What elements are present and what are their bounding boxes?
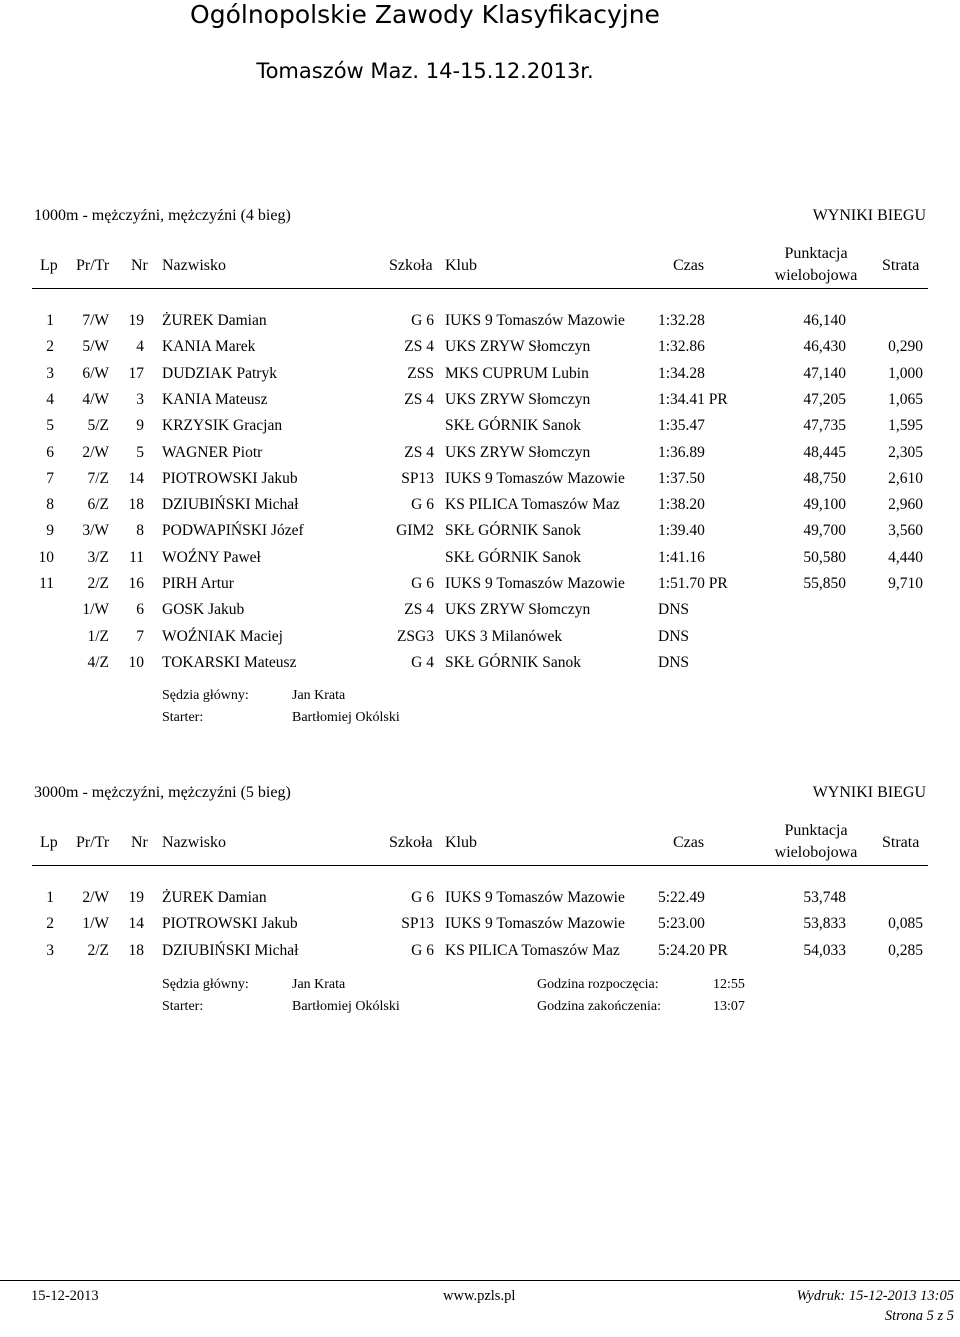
cell-loss: 1,000 xyxy=(888,364,923,382)
table-row xyxy=(0,574,960,600)
event-title: 1000m - mężczyźni, mężczyźni (4 bieg) xyxy=(34,207,291,224)
cell-nr: 16 xyxy=(128,575,144,592)
cell-points: 47,205 xyxy=(803,390,846,408)
cell-time: 1:39.40 xyxy=(658,522,705,540)
cell-name: PIOTROWSKI Jakub xyxy=(162,469,298,487)
cell-name: DUDZIAK Patryk xyxy=(162,364,277,382)
cell-name: WOŹNIAK Maciej xyxy=(162,627,283,645)
col-club: Klub xyxy=(445,257,477,274)
cell-name: KANIA Mateusz xyxy=(162,390,268,408)
cell-loss: 9,710 xyxy=(888,575,923,592)
cell-lp: 2 xyxy=(46,915,54,933)
cell-points: 49,100 xyxy=(803,496,846,514)
cell-school: SP13 xyxy=(401,469,434,487)
cell-name: PIOTROWSKI Jakub xyxy=(162,915,298,933)
cell-nr: 14 xyxy=(128,469,144,487)
cell-points: 50,580 xyxy=(803,548,846,566)
cell-school: ZS 4 xyxy=(404,390,434,408)
cell-nr: 19 xyxy=(128,889,144,906)
cell-lp: 4 xyxy=(46,390,54,408)
cell-loss: 2,610 xyxy=(888,469,923,487)
table-row xyxy=(0,416,960,442)
cell-lp: 5 xyxy=(46,417,54,435)
starter-name: Bartłomiej Okólski xyxy=(292,710,400,725)
header-rule xyxy=(32,288,928,289)
starter-label: Starter: xyxy=(162,999,204,1014)
cell-prtr: 2/W xyxy=(82,889,109,906)
judge-name: Jan Krata xyxy=(292,688,346,703)
cell-club: UKS 3 Milanówek xyxy=(445,627,563,645)
judge-label: Sędzia główny: xyxy=(162,977,249,992)
table-row xyxy=(0,495,960,521)
col-time: Czas xyxy=(673,834,705,851)
cell-school: ZSG3 xyxy=(396,627,434,645)
cell-prtr: 4/W xyxy=(82,390,109,408)
cell-time: 5:23.00 xyxy=(658,915,705,933)
cell-time: 5:24.20 PR xyxy=(658,941,728,959)
cell-name: DZIUBIŃSKI Michał xyxy=(162,941,299,959)
cell-name: KRZYSIK Gracjan xyxy=(162,417,283,435)
col-points-line1: Punktacja xyxy=(784,822,848,839)
cell-school: G 6 xyxy=(411,889,434,906)
cell-nr: 18 xyxy=(128,496,144,514)
cell-name: PODWAPIŃSKI Józef xyxy=(162,522,304,540)
cell-name: WOŹNY Paweł xyxy=(162,548,261,566)
cell-time: 1:32.86 xyxy=(658,338,705,356)
table-header xyxy=(0,820,960,866)
cell-prtr: 4/Z xyxy=(87,653,109,671)
col-points xyxy=(766,243,866,287)
cell-school: G 6 xyxy=(411,575,434,592)
cell-nr: 4 xyxy=(136,338,144,356)
cell-club: SKŁ GÓRNIK Sanok xyxy=(445,653,582,671)
starter-name: Bartłomiej Okólski xyxy=(292,999,400,1014)
col-prtr: Pr/Tr xyxy=(76,834,110,851)
cell-time: 1:32.28 xyxy=(658,312,705,329)
cell-prtr: 3/W xyxy=(82,522,109,540)
cell-nr: 10 xyxy=(128,653,144,671)
table-row xyxy=(0,941,960,967)
table-row xyxy=(0,653,960,679)
cell-nr: 3 xyxy=(136,390,144,408)
table-row xyxy=(0,390,960,416)
cell-club: KS PILICA Tomaszów Maz xyxy=(445,496,620,514)
cell-lp: 3 xyxy=(46,941,54,959)
footer-rule xyxy=(0,1280,960,1281)
cell-points: 47,735 xyxy=(803,417,846,435)
cell-points: 53,833 xyxy=(803,915,846,933)
cell-time: 1:35.47 xyxy=(658,417,705,435)
cell-prtr: 7/W xyxy=(82,312,109,329)
cell-loss: 0,285 xyxy=(888,941,923,959)
cell-club: UKS ZRYW Słomczyn xyxy=(445,390,591,408)
cell-lp: 7 xyxy=(46,469,54,487)
col-school: Szkoła xyxy=(389,257,433,274)
cell-prtr: 1/W xyxy=(82,915,109,933)
cell-time: DNS xyxy=(658,627,690,645)
results-label: WYNIKI BIEGU xyxy=(812,784,926,801)
cell-school: ZS 4 xyxy=(404,601,434,619)
document-subtitle: Tomaszów Maz. 14-15.12.2013r. xyxy=(256,59,594,83)
table-row xyxy=(0,521,960,547)
cell-points: 54,033 xyxy=(803,941,846,959)
cell-nr: 17 xyxy=(128,364,144,382)
cell-lp: 1 xyxy=(46,312,54,329)
cell-school: ZS 4 xyxy=(404,443,434,461)
header-rule xyxy=(32,865,928,866)
col-prtr: Pr/Tr xyxy=(76,257,110,274)
cell-prtr: 1/Z xyxy=(87,627,109,645)
cell-club: IUKS 9 Tomaszów Mazowie xyxy=(445,889,625,906)
document-title: Ogólnopolskie Zawody Klasyfikacyjne xyxy=(190,0,660,29)
cell-name: PIRH Artur xyxy=(162,575,234,592)
cell-prtr: 6/W xyxy=(82,364,109,382)
cell-nr: 9 xyxy=(136,417,144,435)
cell-lp: 8 xyxy=(46,496,54,514)
cell-name: TOKARSKI Mateusz xyxy=(162,653,297,671)
cell-time: 5:22.49 xyxy=(658,889,705,906)
cell-prtr: 5/Z xyxy=(87,417,109,435)
col-time: Czas xyxy=(673,257,705,274)
cell-club: IUKS 9 Tomaszów Mazowie xyxy=(445,312,625,329)
cell-school: G 4 xyxy=(411,653,434,671)
col-club: Klub xyxy=(445,834,477,851)
table-row xyxy=(0,337,960,363)
cell-nr: 7 xyxy=(136,627,144,645)
cell-school: ZSS xyxy=(407,364,434,382)
cell-points: 55,850 xyxy=(803,575,846,592)
cell-loss: 1,065 xyxy=(888,390,923,408)
cell-name: ŻUREK Damian xyxy=(162,889,267,906)
cell-loss: 2,960 xyxy=(888,496,923,514)
cell-lp: 1 xyxy=(46,889,54,906)
cell-lp: 9 xyxy=(46,522,54,540)
cell-nr: 14 xyxy=(128,915,144,933)
col-points-line2: wielobojowa xyxy=(774,267,858,284)
col-nr: Nr xyxy=(131,834,148,851)
cell-club: KS PILICA Tomaszów Maz xyxy=(445,941,620,959)
cell-club: IUKS 9 Tomaszów Mazowie xyxy=(445,915,625,933)
cell-club: UKS ZRYW Słomczyn xyxy=(445,601,591,619)
cell-name: WAGNER Piotr xyxy=(162,443,263,461)
cell-club: SKŁ GÓRNIK Sanok xyxy=(445,417,582,435)
table-header xyxy=(0,243,960,289)
cell-points: 46,430 xyxy=(803,338,846,356)
col-points xyxy=(766,820,866,864)
event-title: 3000m - mężczyźni, mężczyźni (5 bieg) xyxy=(34,784,291,801)
footer-date: 15-12-2013 xyxy=(31,1288,99,1304)
cell-time: 1:34.41 PR xyxy=(658,390,728,408)
cell-loss: 2,305 xyxy=(888,443,923,461)
col-name: Nazwisko xyxy=(162,257,226,274)
col-loss: Strata xyxy=(882,257,920,274)
cell-time: 1:36.89 xyxy=(658,443,705,461)
cell-nr: 18 xyxy=(128,941,144,959)
cell-nr: 5 xyxy=(136,443,144,461)
cell-prtr: 7/Z xyxy=(87,469,109,487)
event-section-1000m xyxy=(0,206,960,736)
table-row xyxy=(0,600,960,626)
cell-nr: 19 xyxy=(128,312,144,329)
table-row xyxy=(0,627,960,653)
end-time: 13:07 xyxy=(713,999,745,1014)
cell-name: KANIA Marek xyxy=(162,338,256,356)
cell-loss: 4,440 xyxy=(888,548,923,566)
cell-time: 1:41.16 xyxy=(658,548,705,566)
starter-label: Starter: xyxy=(162,710,204,725)
cell-club: UKS ZRYW Słomczyn xyxy=(445,443,591,461)
end-time-label: Godzina zakończenia: xyxy=(537,999,661,1014)
col-name: Nazwisko xyxy=(162,834,226,851)
cell-name: ŻUREK Damian xyxy=(162,312,267,329)
col-loss: Strata xyxy=(882,834,920,851)
cell-time: DNS xyxy=(658,601,690,619)
cell-time: 1:37.50 xyxy=(658,469,705,487)
cell-prtr: 2/Z xyxy=(87,575,109,592)
table-row xyxy=(0,914,960,940)
start-time: 12:55 xyxy=(713,977,745,992)
cell-prtr: 3/Z xyxy=(87,548,109,566)
col-points-line2: wielobojowa xyxy=(774,844,858,861)
cell-name: GOSK Jakub xyxy=(162,601,245,619)
cell-time: 1:38.20 xyxy=(658,496,705,514)
cell-school: G 6 xyxy=(411,941,434,959)
cell-loss: 0,290 xyxy=(888,338,923,356)
cell-prtr: 1/W xyxy=(82,601,109,619)
cell-school: G 6 xyxy=(411,496,434,514)
table-row xyxy=(0,469,960,495)
cell-lp: 2 xyxy=(46,338,54,356)
cell-prtr: 2/W xyxy=(82,443,109,461)
col-school: Szkoła xyxy=(389,834,433,851)
cell-nr: 11 xyxy=(129,548,144,566)
cell-school: SP13 xyxy=(401,915,434,933)
cell-lp: 11 xyxy=(39,575,54,592)
cell-time: DNS xyxy=(658,653,690,671)
cell-points: 48,445 xyxy=(803,443,846,461)
event-section-3000m xyxy=(0,783,960,1023)
cell-name: DZIUBIŃSKI Michał xyxy=(162,496,299,514)
cell-points: 48,750 xyxy=(803,469,846,487)
results-label: WYNIKI BIEGU xyxy=(812,207,926,224)
cell-school: GIM2 xyxy=(396,522,434,540)
cell-points: 46,140 xyxy=(803,312,846,329)
cell-lp: 6 xyxy=(46,443,54,461)
cell-nr: 8 xyxy=(136,522,144,540)
start-time-label: Godzina rozpoczęcia: xyxy=(537,977,659,992)
cell-club: IUKS 9 Tomaszów Mazowie xyxy=(445,575,625,592)
table-row xyxy=(0,443,960,469)
cell-prtr: 6/Z xyxy=(87,496,109,514)
judge-label: Sędzia główny: xyxy=(162,688,249,703)
cell-time: 1:34.28 xyxy=(658,364,705,382)
col-nr: Nr xyxy=(131,257,148,274)
cell-school: G 6 xyxy=(411,312,434,329)
cell-prtr: 2/Z xyxy=(87,941,109,959)
cell-loss: 3,560 xyxy=(888,522,923,540)
cell-club: UKS ZRYW Słomczyn xyxy=(445,338,591,356)
cell-loss: 1,595 xyxy=(888,417,923,435)
footer-printed: Wydruk: 15-12-2013 13:05 xyxy=(796,1288,954,1304)
cell-time: 1:51.70 PR xyxy=(658,575,728,592)
cell-loss: 0,085 xyxy=(888,915,923,933)
footer-page: Strona 5 z 5 xyxy=(884,1308,954,1324)
cell-club: SKŁ GÓRNIK Sanok xyxy=(445,548,582,566)
col-lp: Lp xyxy=(40,257,58,274)
table-row xyxy=(0,364,960,390)
table-row xyxy=(0,548,960,574)
table-row xyxy=(0,888,960,914)
cell-points: 47,140 xyxy=(803,364,846,382)
cell-lp: 3 xyxy=(46,364,54,382)
footer-website: www.pzls.pl xyxy=(443,1288,516,1304)
cell-club: IUKS 9 Tomaszów Mazowie xyxy=(445,469,625,487)
cell-prtr: 5/W xyxy=(82,338,109,356)
cell-points: 49,700 xyxy=(803,522,846,540)
cell-school: ZS 4 xyxy=(404,338,434,356)
judge-name: Jan Krata xyxy=(292,977,346,992)
cell-club: SKŁ GÓRNIK Sanok xyxy=(445,522,582,540)
col-lp: Lp xyxy=(40,834,58,851)
cell-points: 53,748 xyxy=(803,889,846,906)
cell-lp: 10 xyxy=(38,548,54,566)
cell-nr: 6 xyxy=(136,601,144,619)
table-row xyxy=(0,311,960,337)
col-points-line1: Punktacja xyxy=(784,245,848,262)
cell-club: MKS CUPRUM Lubin xyxy=(445,364,589,382)
